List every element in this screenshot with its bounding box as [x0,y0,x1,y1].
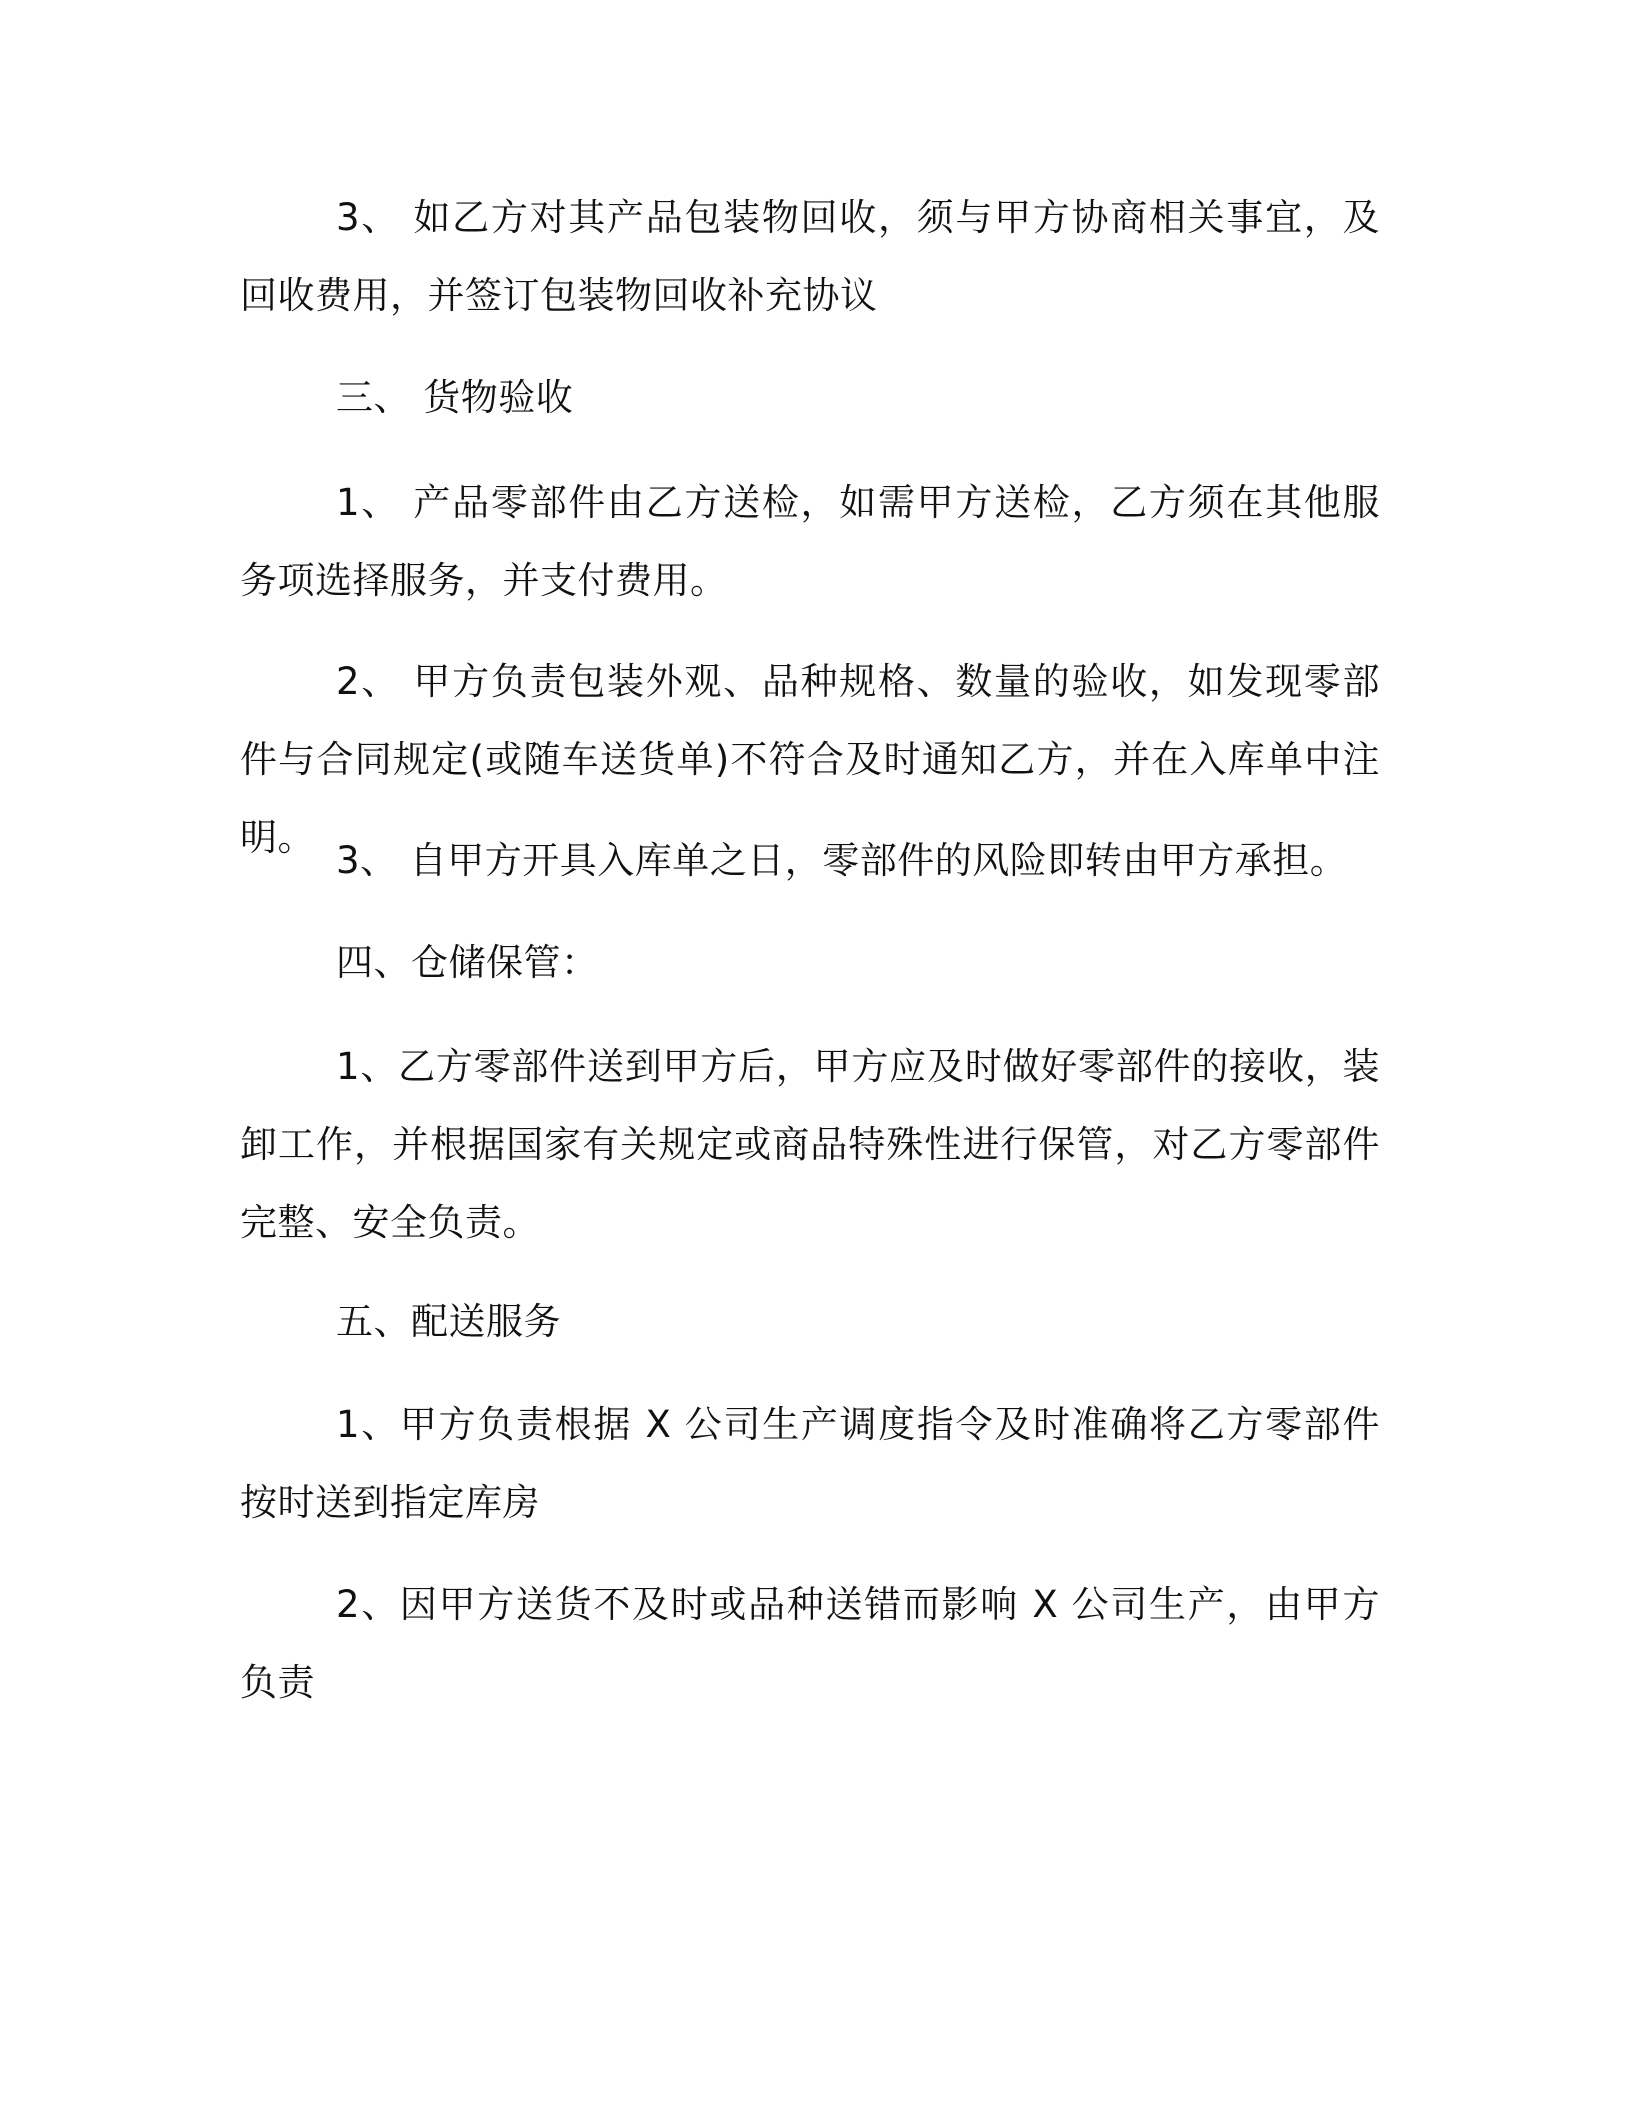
paragraph-inspection-1: 1、 产品零部件由乙方送检，如需甲方送检，乙方须在其他服务项选择服务，并支付费用。 [240,481,1380,602]
paragraph-packaging-recycling: 3、 如乙方对其产品包装物回收，须与甲方协商相关事宜，及回收费用，并签订包装物回收补充协议 [240,196,1380,317]
paragraph-inspection-3: 3、 自甲方开具入库单之日，零部件的风险即转由甲方承担。 [336,839,1348,882]
section-heading-delivery: 五、配送服务 [336,1300,561,1343]
section-heading-goods-inspection: 三、 货物验收 [336,376,574,419]
paragraph-delivery-2: 2、因甲方送货不及时或品种送错而影响 X 公司生产，由甲方负责 [240,1583,1380,1704]
paragraph-storage-1: 1、乙方零部件送到甲方后，甲方应及时做好零部件的接收，装卸工作，并根据国家有关规定或商品特殊性进行保管，对乙方零部件完整、安全负责。 [240,1045,1380,1244]
paragraph-inspection-2: 2、 甲方负责包装外观、品种规格、数量的验收，如发现零部件与合同规定(或随车送货单)不符合及时通知乙方，并在入库单中注明。 [240,660,1380,859]
paragraph-delivery-1: 1、甲方负责根据 X 公司生产调度指令及时准确将乙方零部件按时送到指定库房 [240,1403,1380,1524]
section-heading-storage: 四、仓储保管： [336,941,599,984]
